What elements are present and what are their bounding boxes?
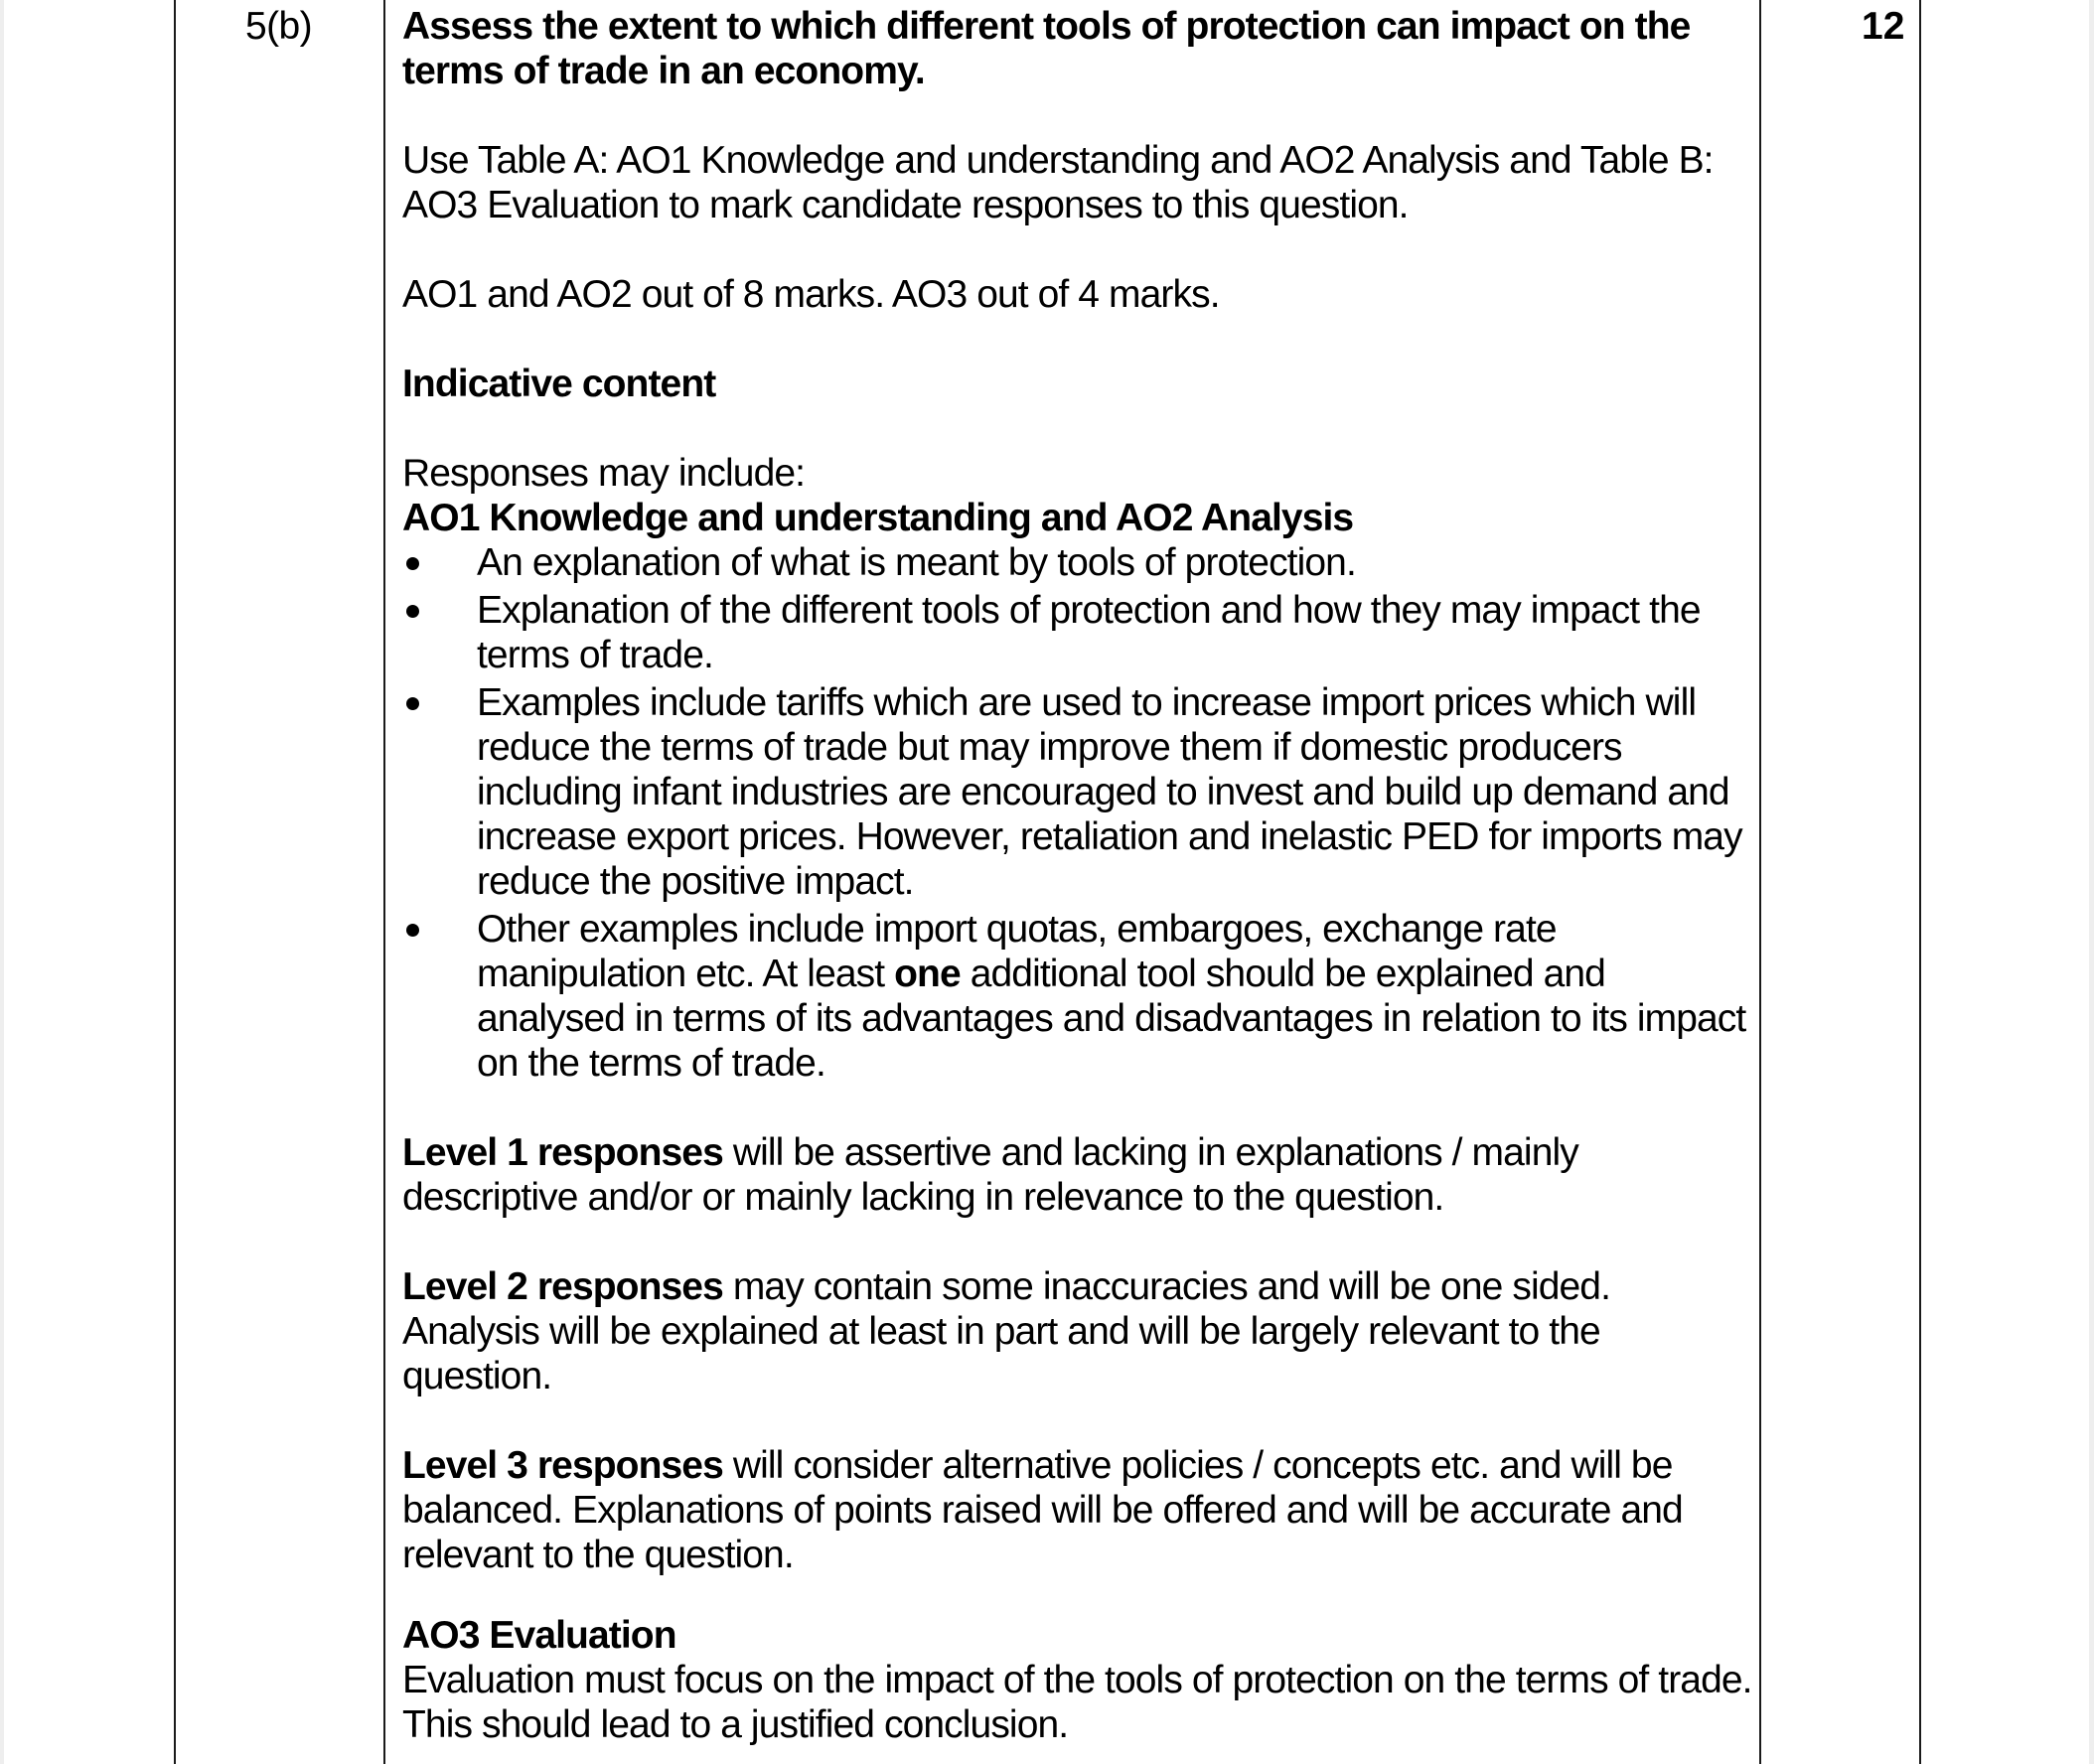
ao3-text: Evaluation must focus on the impact of the tools of protection on the terms of trade. This should lead to a justified conclusion. (402, 1659, 1752, 1746)
table-border-right (1919, 0, 1921, 1764)
bullet-icon (406, 557, 419, 570)
mark-scheme-content (402, 4, 1753, 1747)
bullet-text-before: Other examples include import quotas, embargoes, exchange rate manipulation etc. At least (477, 908, 1557, 995)
level-2-label: Level 2 responses (402, 1265, 723, 1308)
ao1-ao2-heading: AO1 Knowledge and understanding and AO2 Analysis (402, 497, 1354, 539)
indicative-content-heading: Indicative content (402, 363, 716, 405)
question-marks: 12 (1862, 5, 1905, 48)
level-3-label: Level 3 responses (402, 1444, 723, 1487)
level-1-label: Level 1 responses (402, 1131, 723, 1174)
instructions-use-tables: Use Table A: AO1 Knowledge and understanding and AO2 Analysis and Table B: AO3 Evaluation to mark candidate responses to this question. (402, 139, 1714, 226)
bullet-item (402, 680, 1753, 904)
level-1-descriptor (402, 1130, 1753, 1220)
bullet-text-after: additional tool should be explained and analysed in terms of its advantages and disadvantages in relation to its impact on the terms of trade. (477, 953, 1746, 1085)
question-number: 5(b) (245, 5, 312, 48)
instructions-mark-split: AO1 and AO2 out of 8 marks. AO3 out of 4 marks. (402, 273, 1220, 316)
bullet-text: Examples include tariffs which are used to increase import prices which will reduce the terms of trade but may improve them if domestic producers including infant industries are encouraged to invest and build up demand and increase export prices. However, retaliation and inelastic PED for imports may reduce the positive impact. (477, 681, 1742, 903)
bullet-item (402, 588, 1753, 677)
table-divider-question (383, 0, 385, 1764)
bullet-item (402, 907, 1753, 1086)
bullet-item (402, 540, 1753, 585)
ao3-heading: AO3 Evaluation (402, 1614, 676, 1657)
bullet-text: Explanation of the different tools of protection and how they may impact the terms of trade. (477, 589, 1701, 676)
bullet-text: An explanation of what is meant by tools of protection. (477, 541, 1356, 584)
level-2-text: may contain some inaccuracies and will be one sided. Analysis will be explained at least in part and will be largely relevant to the question. (402, 1265, 1611, 1397)
table-divider-marks (1759, 0, 1761, 1764)
bullet-icon (406, 924, 419, 937)
level-1-text: will be assertive and lacking in explanations / mainly descriptive and/or or mainly lacking in relevance to the question. (402, 1131, 1578, 1219)
page-edge-right (2089, 0, 2094, 1764)
table-border-left (174, 0, 176, 1764)
level-3-descriptor (402, 1443, 1753, 1577)
question-prompt: Assess the extent to which different tools of protection can impact on the terms of trade in an economy. (402, 5, 1691, 92)
level-3-text: will consider alternative policies / concepts etc. and will be balanced. Explanations of points raised will be offered and will be accurate and relevant to the question. (402, 1444, 1683, 1576)
bullet-icon (406, 697, 419, 710)
indicative-bullet-list (402, 540, 1753, 1086)
bullet-text-emphasis: one (894, 953, 961, 995)
bullet-icon (406, 605, 419, 618)
page-edge-left (0, 0, 4, 1764)
responses-intro: Responses may include: (402, 452, 806, 495)
level-2-descriptor (402, 1264, 1753, 1398)
